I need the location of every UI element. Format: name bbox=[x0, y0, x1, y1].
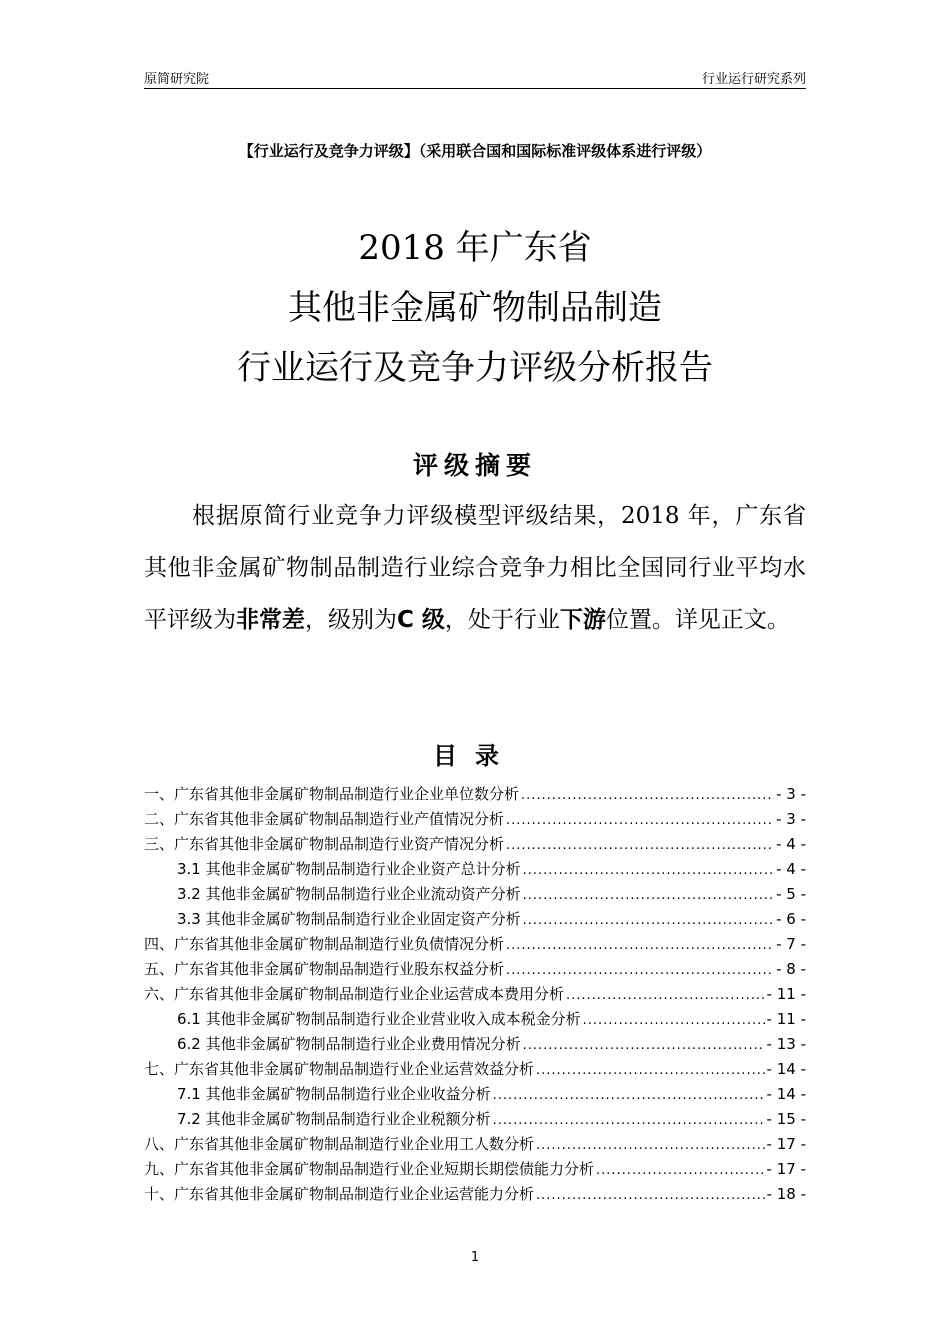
toc-item-page: - 7 - bbox=[776, 935, 806, 953]
toc-leader-dots bbox=[521, 783, 774, 807]
toc-item-page: - 13 - bbox=[766, 1035, 806, 1053]
toc-item-label: 3.2 其他非金属矿物制品制造行业企业流动资产分析 bbox=[177, 885, 521, 903]
toc-item-label: 6.2 其他非金属矿物制品制造行业企业费用情况分析 bbox=[177, 1035, 521, 1053]
toc-subitem[interactable] bbox=[144, 907, 806, 932]
toc-leader-dots bbox=[523, 883, 774, 907]
toc-item-label: 十、广东省其他非金属矿物制品制造行业企业运营能力分析 bbox=[144, 1185, 535, 1203]
toc-item[interactable] bbox=[144, 807, 806, 832]
title-line-3: 行业运行及竞争力评级分析报告 bbox=[237, 348, 713, 388]
toc-item-page: - 11 - bbox=[766, 1010, 806, 1028]
toc-item-page: - 3 - bbox=[776, 785, 806, 803]
toc-item-page: - 15 - bbox=[766, 1110, 806, 1128]
toc-leader-dots bbox=[596, 1158, 765, 1182]
toc-item-label: 七、广东省其他非金属矿物制品制造行业企业运营效益分析 bbox=[144, 1060, 535, 1078]
toc-leader-dots bbox=[523, 858, 774, 882]
toc-item[interactable] bbox=[144, 1157, 806, 1182]
title-line-1: 2018 年广东省 bbox=[358, 228, 592, 268]
toc-item-page: - 3 - bbox=[776, 810, 806, 828]
toc-leader-dots bbox=[583, 1008, 765, 1032]
toc-item[interactable] bbox=[144, 1182, 806, 1207]
toc-item[interactable] bbox=[144, 1132, 806, 1157]
toc-leader-dots bbox=[566, 983, 765, 1007]
toc-leader-dots bbox=[506, 808, 774, 832]
summary-paragraph bbox=[144, 490, 806, 646]
toc-leader-dots bbox=[506, 958, 774, 982]
toc-item-label: 6.1 其他非金属矿物制品制造行业企业营业收入成本税金分析 bbox=[177, 1010, 581, 1028]
toc-item-label: 3.3 其他非金属矿物制品制造行业企业固定资产分析 bbox=[177, 910, 521, 928]
header-series: 行业运行研究系列 bbox=[701, 72, 806, 87]
toc-subitem[interactable] bbox=[144, 1032, 806, 1057]
toc-leader-dots bbox=[536, 1183, 765, 1207]
title-line-2: 其他非金属矿物制品制造 bbox=[288, 288, 662, 328]
toc-item-page: - 18 - bbox=[766, 1185, 806, 1203]
toc-leader-dots bbox=[493, 1108, 765, 1132]
toc-item-label: 7.1 其他非金属矿物制品制造行业企业收益分析 bbox=[177, 1085, 491, 1103]
toc-item-page: - 17 - bbox=[766, 1160, 806, 1178]
toc-item-label: 五、广东省其他非金属矿物制品制造行业股东权益分析 bbox=[144, 960, 505, 978]
table-of-contents bbox=[144, 782, 806, 1207]
toc-heading: 目录 bbox=[433, 742, 517, 770]
toc-item-label: 三、广东省其他非金属矿物制品制造行业资产情况分析 bbox=[144, 835, 505, 853]
toc-item-page: - 14 - bbox=[766, 1060, 806, 1078]
industry-position: 下游 bbox=[559, 607, 606, 633]
toc-item-page: - 8 - bbox=[776, 960, 806, 978]
toc-item[interactable] bbox=[144, 982, 806, 1007]
toc-item-label: 一、广东省其他非金属矿物制品制造行业企业单位数分析 bbox=[144, 785, 520, 803]
toc-item[interactable] bbox=[144, 957, 806, 982]
toc-item[interactable] bbox=[144, 782, 806, 807]
toc-item-page: - 14 - bbox=[766, 1085, 806, 1103]
toc-item-page: - 4 - bbox=[776, 835, 806, 853]
toc-item-page: - 4 - bbox=[776, 860, 806, 878]
toc-leader-dots bbox=[536, 1133, 765, 1157]
header-org: 原简研究院 bbox=[144, 72, 210, 87]
summary-heading: 评级摘要 bbox=[412, 451, 537, 480]
summary-text-1: 根据原简行业竞争力评级模型评级结果，2018 年，广东省其他非金属矿物制品制造行业综合竞争力相比全国同行业平均水平评级为 bbox=[144, 503, 806, 633]
toc-leader-dots bbox=[506, 833, 774, 857]
toc-item-label: 八、广东省其他非金属矿物制品制造行业企业用工人数分析 bbox=[144, 1135, 535, 1153]
toc-item-page: - 11 - bbox=[766, 985, 806, 1003]
toc-item-label: 四、广东省其他非金属矿物制品制造行业负债情况分析 bbox=[144, 935, 505, 953]
toc-item-page: - 6 - bbox=[776, 910, 806, 928]
toc-subitem[interactable] bbox=[144, 1082, 806, 1107]
toc-item-label: 二、广东省其他非金属矿物制品制造行业产值情况分析 bbox=[144, 810, 505, 828]
page-number: 1 bbox=[470, 1250, 480, 1265]
summary-text-2: ，级别为 bbox=[305, 607, 397, 633]
toc-item-label: 九、广东省其他非金属矿物制品制造行业企业短期长期偿债能力分析 bbox=[144, 1160, 595, 1178]
report-title bbox=[100, 218, 850, 398]
toc-item[interactable] bbox=[144, 832, 806, 857]
toc-subitem[interactable] bbox=[144, 857, 806, 882]
toc-subitem[interactable] bbox=[144, 1107, 806, 1132]
rating-grade: C 级 bbox=[397, 607, 445, 633]
page-header bbox=[144, 66, 806, 89]
report-tagline: 【行业运行及竞争力评级】（采用联合国和国际标准评级体系进行评级） bbox=[238, 142, 712, 160]
toc-item-label: 3.1 其他非金属矿物制品制造行业企业资产总计分析 bbox=[177, 860, 521, 878]
toc-leader-dots bbox=[536, 1058, 765, 1082]
toc-item-page: - 5 - bbox=[776, 885, 806, 903]
toc-item[interactable] bbox=[144, 932, 806, 957]
summary-text-4: 位置。详见正文。 bbox=[605, 607, 790, 633]
toc-subitem[interactable] bbox=[144, 1007, 806, 1032]
toc-leader-dots bbox=[493, 1083, 765, 1107]
toc-leader-dots bbox=[506, 933, 774, 957]
toc-item-label: 7.2 其他非金属矿物制品制造行业企业税额分析 bbox=[177, 1110, 491, 1128]
summary-text-3: ，处于行业 bbox=[444, 607, 560, 633]
toc-item[interactable] bbox=[144, 1057, 806, 1082]
toc-subitem[interactable] bbox=[144, 882, 806, 907]
rating-level: 非常差 bbox=[236, 607, 305, 633]
toc-item-label: 六、广东省其他非金属矿物制品制造行业企业运营成本费用分析 bbox=[144, 985, 565, 1003]
toc-leader-dots bbox=[523, 908, 774, 932]
toc-item-page: - 17 - bbox=[766, 1135, 806, 1153]
toc-leader-dots bbox=[523, 1033, 765, 1057]
